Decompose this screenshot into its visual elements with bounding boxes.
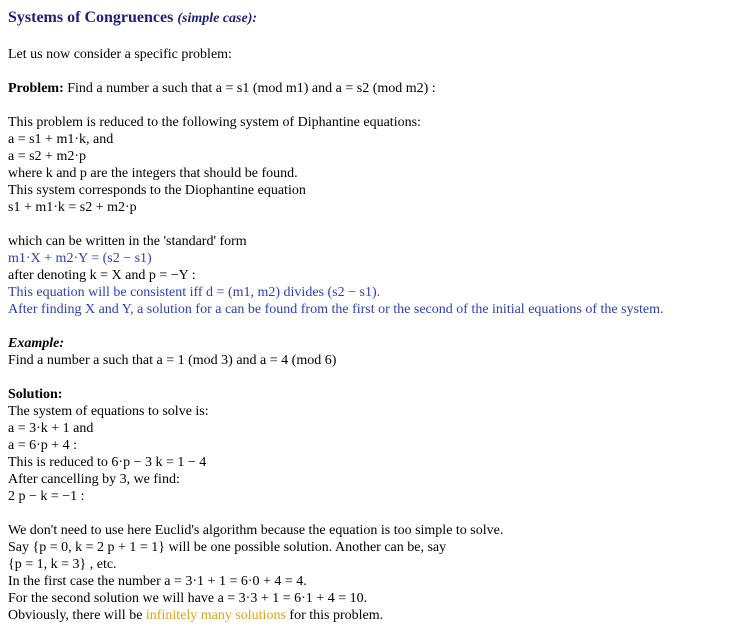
reduction-line-1: This problem is reduced to the following system of Diphantine equations: — [8, 115, 421, 130]
solution-line-2: This is reduced to 6·p − 3 k = 1 − 4 — [8, 455, 207, 470]
infinitely-many-solutions-link[interactable]: infinitely many solutions — [145, 608, 286, 623]
closing-line-6 — [8, 607, 383, 624]
solution-label: Solution: — [8, 387, 63, 402]
title-sub: (simple case): — [177, 11, 258, 26]
example-label: Example: — [8, 336, 64, 351]
problem-text: Find a number a such that a = s1 (mod m1) and a = s2 (mod m2) : — [67, 81, 436, 96]
solution-equation-1: a = 3·k + 1 and — [8, 421, 94, 436]
reduction-line-5: after denoting k = X and p = −Y : — [8, 268, 196, 283]
solution-recovery: After finding X and Y, a solution for a can be found from the first or the second of the initial equations of the system. — [8, 302, 664, 317]
closing-line-4: In the first case the number a = 3·1 + 1 = 6·0 + 4 = 4. — [8, 574, 307, 589]
closing-line-5: For the second solution we will have a = 3·3 + 1 = 6·1 + 4 = 10. — [8, 591, 368, 606]
closing-line-6-post: for this problem. — [285, 608, 384, 623]
closing-line-2: Say {p = 0, k = 2 p + 1 = 1} will be one possible solution. Another can be, say — [8, 540, 447, 555]
title-main: Systems of Congruences — [8, 9, 174, 26]
equation-1: a = s1 + m1·k, and — [8, 132, 114, 147]
page-title — [8, 9, 257, 27]
closing-line-1: We don't need to use here Euclid's algorithm because the equation is too simple to solve. — [8, 523, 504, 538]
standard-form-equation: m1·X + m2·Y = (s2 − s1) — [8, 251, 152, 266]
problem-statement — [8, 80, 436, 97]
solution-line-1: The system of equations to solve is: — [8, 404, 209, 419]
reduction-line-3: This system corresponds to the Diophantine equation — [8, 183, 306, 198]
solution-line-3: After cancelling by 3, we find: — [8, 472, 180, 487]
closing-line-3: {p = 1, k = 3} , etc. — [8, 557, 117, 572]
solution-equation-2: a = 6·p + 4 : — [8, 438, 78, 453]
consistency-condition: This equation will be consistent iff d = (m1, m2) divides (s2 − s1). — [8, 285, 381, 300]
equation-3: s1 + m1·k = s2 + m2·p — [8, 200, 137, 215]
example-text: Find a number a such that a = 1 (mod 3) and a = 4 (mod 6) — [8, 353, 337, 368]
solution-equation-3: 2 p − k = −1 : — [8, 489, 85, 504]
problem-label: Problem: — [8, 81, 64, 96]
reduction-line-4: which can be written in the 'standard' form — [8, 234, 247, 249]
reduction-line-2: where k and p are the integers that should be found. — [8, 166, 298, 181]
intro-text: Let us now consider a specific problem: — [8, 47, 232, 62]
closing-line-6-pre: Obviously, there will be — [8, 608, 146, 623]
equation-2: a = s2 + m2·p — [8, 149, 87, 164]
